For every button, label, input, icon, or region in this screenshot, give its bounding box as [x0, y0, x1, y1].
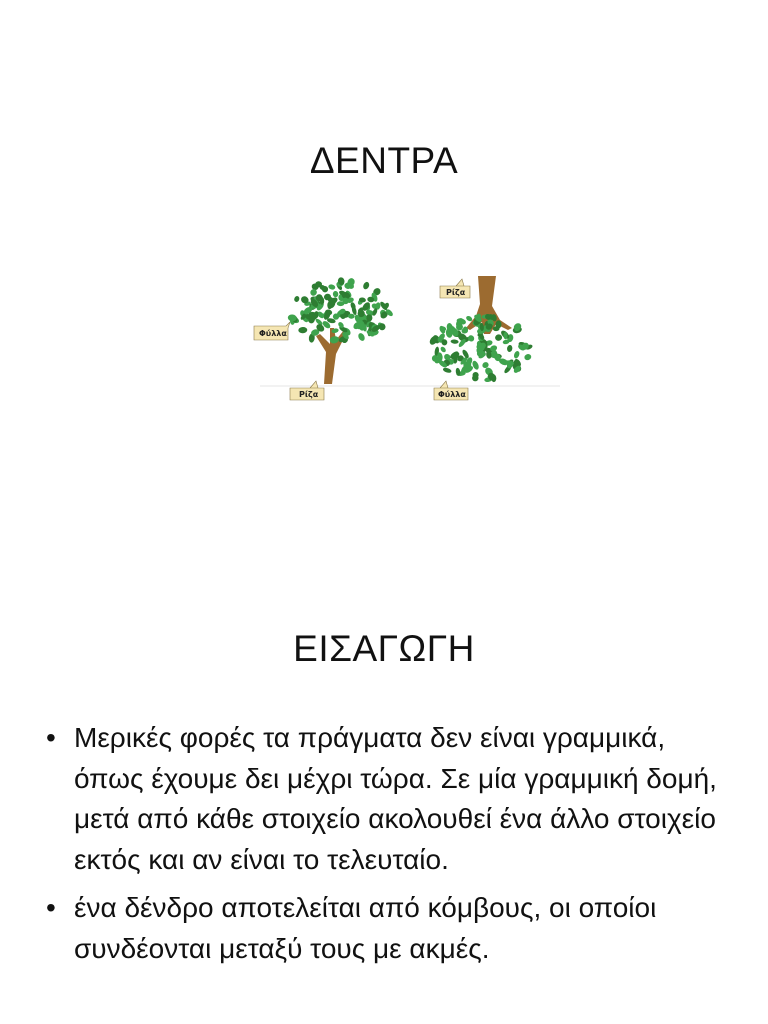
label-leaves-left: [254, 322, 290, 340]
bullet-item: [40, 888, 730, 969]
leaf-icon: [507, 345, 513, 353]
leaf-icon: [523, 353, 532, 361]
bullet-dot-icon: •: [46, 892, 56, 923]
bullet-item: [40, 718, 730, 880]
normal-tree: [287, 277, 394, 384]
tree-canopy: [428, 313, 533, 383]
leaf-icon: [332, 291, 338, 298]
tag-text: Ρίζα: [299, 390, 319, 399]
tag-text: Φύλλα: [438, 390, 466, 399]
leaf-icon: [298, 327, 307, 334]
leaf-icon: [467, 334, 476, 343]
label-leaves-right: [434, 381, 468, 400]
leaf-icon: [440, 346, 447, 354]
leaf-icon: [362, 281, 370, 290]
leaf-icon: [328, 284, 336, 291]
leaf-icon: [513, 350, 521, 359]
tag-text: Ρίζα: [446, 288, 466, 297]
slide-introduction: [0, 512, 768, 1024]
bullet-text: Μερικές φορές τα πράγματα δεν είναι γραμμικά, όπως έχουμε δει μέχρι τώρα. Σε μία γραμμική δομή, μετά από κάθε στοιχείο ακολουθεί ένα άλλο στοιχείο εκτός και αν είναι το τελευταίο.: [74, 722, 717, 875]
slide-title: ΔΕΝΤΡΑ: [309, 140, 459, 181]
leaf-icon: [494, 334, 503, 342]
leaf-icon: [450, 339, 458, 344]
label-root-left: [290, 381, 324, 400]
bullet-dot-icon: •: [46, 722, 56, 753]
leaf-icon: [442, 367, 452, 374]
slide-title: ΕΙΣΑΓΩΓΗ: [293, 628, 475, 669]
bullet-text: ένα δένδρο αποτελείται από κόμβους, οι οποίοι συνδέονται μεταξύ τους με ακμές.: [74, 892, 657, 964]
tag-text: Φύλλα: [259, 329, 287, 338]
trees-illustration: [250, 268, 570, 408]
bullet-list: [40, 718, 730, 977]
leaf-icon: [357, 332, 366, 342]
label-root-right: [440, 279, 470, 298]
leaf-icon: [293, 295, 300, 302]
